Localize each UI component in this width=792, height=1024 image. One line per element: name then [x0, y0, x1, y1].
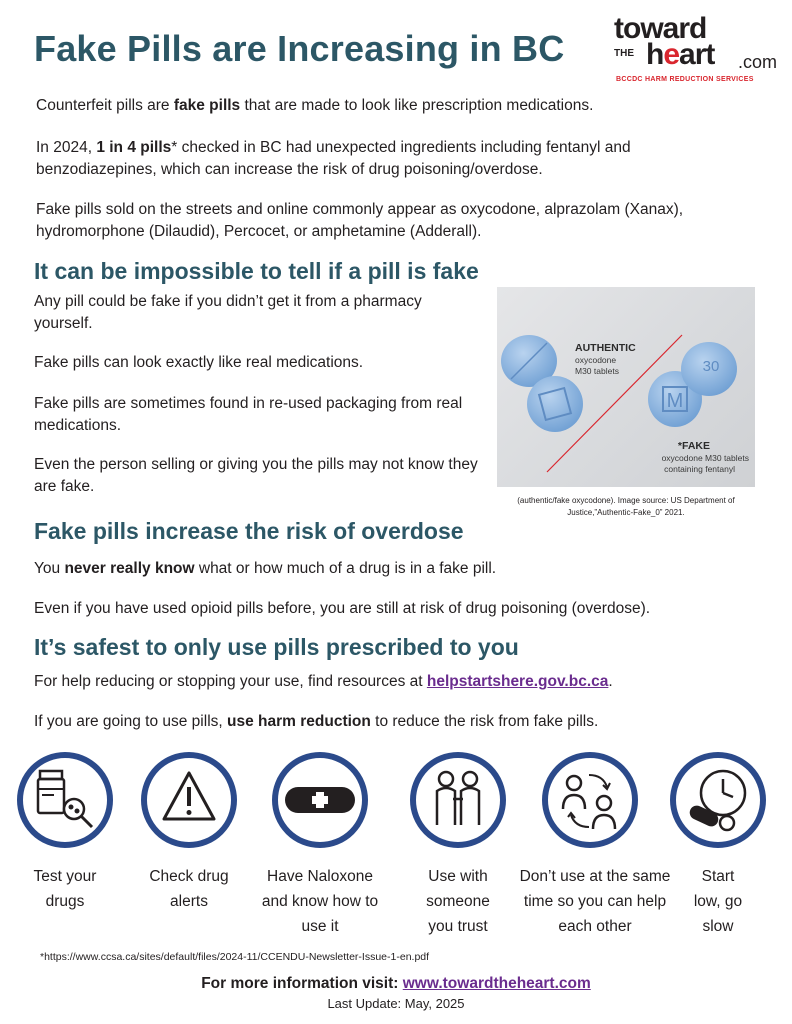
- helpstartshere-link[interactable]: helpstartshere.gov.bc.ca: [426, 673, 609, 690]
- section2-paragraph-2: Even if you have used opioid pills before, you are still at risk of drug poisoning (overdose).: [34, 600, 651, 617]
- two-people-icon: [409, 751, 507, 849]
- naloxone-icon: [271, 751, 369, 849]
- logo-tagline: BCCDC HARM REDUCTION SERVICES: [616, 76, 754, 83]
- page-title: Fake Pills are Increasing in BC: [34, 28, 565, 69]
- photo-caption: (authentic/fake oxycodone). Image source: US Department of Justice,”Authentic-Fake_0” 2021.: [517, 496, 735, 517]
- footnote-source: *https://www.ccsa.ca/sites/default/files/2024-11/CCENDU-Newsletter-Issue-1-en.pdf: [40, 951, 430, 963]
- tip-dont-use-same-time: Don’t use at the same time so you can help each other: [519, 868, 671, 935]
- section-heading-prescribed-pills: It’s safest to only use pills prescribed to you: [34, 634, 519, 660]
- svg-text:M: M: [666, 390, 684, 412]
- logo-word-toward: toward: [614, 12, 707, 45]
- drug-test-icon: [16, 751, 114, 849]
- clock-pill-icon: [669, 751, 767, 849]
- svg-text:M30 tablets: M30 tablets: [575, 366, 619, 376]
- tip-naloxone: Have Naloxone and know how to use it: [261, 868, 379, 935]
- tip-test-drugs: Test your drugs: [33, 868, 97, 910]
- logo-word-com: .com: [738, 52, 778, 72]
- section-heading-impossible-to-tell: It can be impossible to tell if a pill is fake: [34, 258, 479, 284]
- fake-label: *FAKE: [677, 440, 710, 452]
- intro-paragraph-2: In 2024, 1 in 4 pills* checked in BC had unexpected ingredients including fentanyl and benzodiazepines, which can increase the risk of drug poisoning/overdose.: [36, 139, 631, 178]
- section3-paragraph-2: If you are going to use pills, use harm reduction to reduce the risk from fake pills.: [34, 713, 599, 730]
- authentic-vs-fake-pills-photo: [497, 287, 755, 487]
- svg-text:oxycodone: oxycodone: [575, 355, 617, 365]
- logo-word-heart: heart: [646, 38, 715, 71]
- warning-icon: [140, 751, 238, 849]
- toward-the-heart-logo[interactable]: [612, 12, 784, 88]
- svg-text:oxycodone M30 tablets: oxycodone M30 tablets: [661, 453, 749, 463]
- section-heading-overdose-risk: Fake pills increase the risk of overdose: [34, 518, 464, 544]
- take-turns-icon: [541, 751, 639, 849]
- logo-word-the: THE: [614, 48, 634, 59]
- authentic-label: AUTHENTIC: [575, 342, 636, 354]
- svg-text:30: 30: [702, 358, 720, 375]
- tip-check-alerts: Check drug alerts: [149, 868, 229, 910]
- section2-paragraph-1: You never really know what or how much of a drug is in a fake pill.: [34, 560, 497, 577]
- section1-paragraph-1: Any pill could be fake if you didn’t get it from a pharmacy yourself.: [34, 293, 422, 332]
- section1-paragraph-4: Even the person selling or giving you the pills may not know they are fake.: [34, 456, 478, 495]
- tip-use-with-someone: Use with someone you trust: [426, 868, 490, 935]
- intro-paragraph-1: Counterfeit pills are fake pills that are made to look like prescription medications.: [36, 97, 594, 114]
- pill-comparison-illustration: [497, 287, 755, 487]
- last-update: Last Update: May, 2025: [327, 996, 465, 1011]
- section3-paragraph-1: For help reducing or stopping your use, find resources at helpstartshere.gov.bc.ca.: [34, 673, 613, 690]
- more-information: For more information visit: www.towardtheheart.com: [201, 975, 591, 992]
- intro-paragraph-3: Fake pills sold on the streets and online commonly appear as oxycodone, alprazolam (Xanax), hydromorphone (Dilaudid), Percocet, or amphetamine (Adderall).: [36, 201, 684, 240]
- svg-text:containing fentanyl: containing fentanyl: [664, 464, 735, 474]
- section1-paragraph-2: Fake pills can look exactly like real medications.: [34, 354, 364, 371]
- section1-paragraph-3: Fake pills are sometimes found in re-used packaging from real medications.: [34, 395, 463, 434]
- authentic-pill-2: [527, 376, 583, 432]
- tip-start-low-go-slow: Start low, go slow: [693, 868, 743, 935]
- towardtheheart-link[interactable]: www.towardtheheart.com: [402, 975, 591, 992]
